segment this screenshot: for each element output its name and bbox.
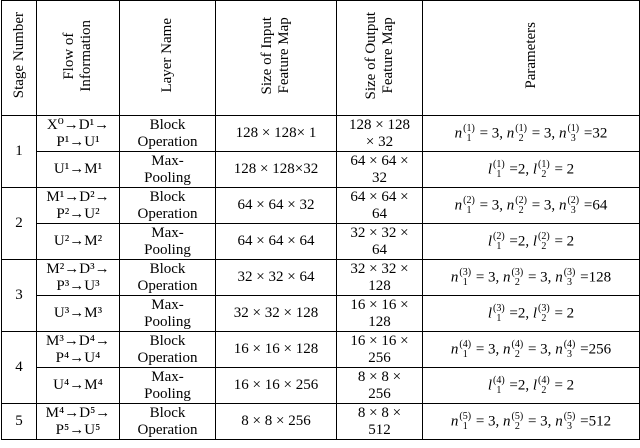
param-symbol: n xyxy=(503,412,511,429)
param-value: = 3, xyxy=(472,412,504,429)
output-size-cell-line: 64 × 64 × xyxy=(350,188,409,205)
param-superscript: (4) xyxy=(538,374,550,386)
layer-name-cell-line: Pooling xyxy=(144,313,191,330)
param-value: = 3, xyxy=(475,196,507,213)
layer-name-cell xyxy=(120,404,216,440)
layer-name-cell-line: Pooling xyxy=(144,241,191,258)
param-value: = 3, xyxy=(524,340,556,357)
param-value: = 2 xyxy=(550,304,575,321)
output-size-cell-line: 32 xyxy=(372,169,387,186)
input-size-cell-line: 128 × 128×32 xyxy=(233,161,319,177)
param-subscript: 1 xyxy=(496,240,502,252)
param-symbol: n xyxy=(506,124,515,141)
param-symbol: n xyxy=(555,268,563,285)
input-size-cell xyxy=(216,260,337,296)
param-symbol: n xyxy=(555,412,563,429)
param-subscript: 2 xyxy=(514,276,520,288)
flow-cell xyxy=(37,368,120,404)
param-index xyxy=(493,232,505,252)
table-row xyxy=(2,332,640,368)
parameters-cell xyxy=(423,116,640,152)
param-index xyxy=(459,268,471,288)
layer-name-cell-line: Max- xyxy=(151,152,184,169)
param-superscript: (2) xyxy=(567,194,580,206)
layer-name-cell-line: Max- xyxy=(151,368,184,385)
layer-name-cell xyxy=(120,332,216,368)
table-row xyxy=(2,404,640,440)
stage-number-cell: 4 xyxy=(2,332,37,404)
param-superscript: (3) xyxy=(459,266,472,278)
param-index xyxy=(538,160,550,180)
layer-name-cell-line: Block xyxy=(149,188,186,205)
param-subscript: 2 xyxy=(514,348,520,360)
flow-cell xyxy=(37,152,120,188)
param-subscript: 1 xyxy=(496,384,502,396)
param-symbol: n xyxy=(558,196,567,213)
param-value: = 2 xyxy=(550,232,575,249)
flow-cell-line: P³→U³ xyxy=(56,277,100,294)
param-value: =2, xyxy=(505,304,533,321)
input-size-cell-line: 16 × 16 × 128 xyxy=(233,341,319,357)
output-size-cell xyxy=(337,152,423,188)
input-size-cell-line: 64 × 64 × 64 xyxy=(237,233,315,249)
param-subscript: 1 xyxy=(496,168,502,180)
flow-cell xyxy=(37,332,120,368)
param-symbol: n xyxy=(450,268,459,285)
output-size-cell xyxy=(337,404,423,440)
parameters-cell xyxy=(423,260,640,296)
param-symbol: n xyxy=(506,196,515,213)
layer-name-cell xyxy=(120,260,216,296)
output-size-cell-line: 16 × 16 × xyxy=(350,296,409,313)
table-row xyxy=(2,368,640,404)
input-size-cell xyxy=(216,116,337,152)
param-index xyxy=(567,124,579,144)
header-layer-name: Layer Name xyxy=(120,1,216,116)
param-superscript: (2) xyxy=(492,230,505,242)
parameters-cell xyxy=(423,296,640,332)
input-size-cell xyxy=(216,188,337,224)
flow-cell xyxy=(37,224,120,260)
output-size-cell xyxy=(337,188,423,224)
param-subscript: 2 xyxy=(541,168,547,180)
param-index xyxy=(564,412,576,432)
output-size-cell-line: 32 × 32 × xyxy=(350,224,409,241)
param-value: = 2 xyxy=(550,376,575,393)
layer-name-cell-line: Operation xyxy=(137,349,198,366)
output-size-cell-line: 128 xyxy=(368,277,391,294)
table-row xyxy=(2,152,640,188)
param-subscript: 3 xyxy=(570,204,576,216)
input-size-cell-line: 8 × 8 × 256 xyxy=(241,413,311,429)
param-symbol: n xyxy=(558,124,567,141)
stage-number-cell: 5 xyxy=(2,404,37,440)
layer-name-cell xyxy=(120,296,216,332)
param-index xyxy=(567,196,579,216)
parameters-cell xyxy=(423,188,640,224)
output-size-cell xyxy=(337,332,423,368)
param-superscript: (1) xyxy=(492,158,505,170)
param-symbol: l xyxy=(487,376,492,393)
param-subscript: 3 xyxy=(570,132,576,144)
table-row xyxy=(2,260,640,296)
architecture-table xyxy=(1,0,640,440)
param-index xyxy=(463,124,475,144)
param-subscript: 3 xyxy=(567,348,573,360)
output-size-cell-line: 64 × 64 × xyxy=(350,152,409,169)
param-value: = 3, xyxy=(527,196,559,213)
flow-cell xyxy=(37,188,120,224)
flow-cell-line: M²→D³→ xyxy=(46,260,110,277)
flow-cell xyxy=(37,116,120,152)
param-subscript: 2 xyxy=(518,204,524,216)
output-size-cell xyxy=(337,116,423,152)
input-size-cell xyxy=(216,368,337,404)
layer-name-cell xyxy=(120,188,216,224)
flow-cell xyxy=(37,404,120,440)
param-subscript: 2 xyxy=(518,132,524,144)
param-subscript: 3 xyxy=(567,420,573,432)
layer-name-cell-line: Max- xyxy=(151,224,184,241)
param-index xyxy=(493,376,505,396)
param-superscript: (4) xyxy=(511,338,524,350)
output-size-cell-line: 128 × 128 xyxy=(349,116,410,133)
param-superscript: (3) xyxy=(492,302,505,314)
param-value: =256 xyxy=(576,340,612,357)
output-size-cell xyxy=(337,296,423,332)
param-index xyxy=(493,304,505,324)
param-value: = 3, xyxy=(472,268,504,285)
param-value: = 3, xyxy=(475,124,507,141)
layer-name-cell-line: Max- xyxy=(151,296,184,313)
input-size-cell-line: 128 × 128× 1 xyxy=(235,125,317,141)
param-symbol: l xyxy=(487,304,492,321)
table-row xyxy=(2,296,640,332)
output-size-cell-line: 64 xyxy=(372,241,387,258)
parameters-cell xyxy=(423,404,640,440)
param-symbol: n xyxy=(450,412,459,429)
param-superscript: (3) xyxy=(511,266,524,278)
header-flow: Flow of Information xyxy=(37,1,120,116)
output-size-cell-line: × 32 xyxy=(365,133,394,150)
flow-cell-line: X⁰→D¹→ xyxy=(46,116,110,133)
param-value: = 3, xyxy=(524,268,556,285)
param-value: =64 xyxy=(580,196,608,213)
param-symbol: l xyxy=(487,160,492,177)
header-input-size: Size of Input Feature Map xyxy=(216,1,337,116)
output-size-cell-line: 256 xyxy=(368,349,391,366)
parameters-cell xyxy=(423,224,640,260)
output-size-cell-line: 128 xyxy=(368,313,391,330)
param-symbol: n xyxy=(503,268,511,285)
table-row xyxy=(2,224,640,260)
output-size-cell xyxy=(337,224,423,260)
layer-name-cell xyxy=(120,368,216,404)
param-value: =2, xyxy=(505,376,533,393)
param-subscript: 2 xyxy=(541,384,547,396)
param-superscript: (4) xyxy=(459,338,472,350)
param-subscript: 1 xyxy=(496,312,502,324)
flow-cell-line: M⁴→D⁵→ xyxy=(45,404,111,421)
param-value: =32 xyxy=(580,124,608,141)
layer-name-cell-line: Operation xyxy=(137,133,198,150)
param-symbol: n xyxy=(450,340,459,357)
flow-cell-line: U²→M² xyxy=(53,233,103,249)
param-superscript: (1) xyxy=(567,122,580,134)
param-value: = 2 xyxy=(550,160,575,177)
layer-name-cell-line: Pooling xyxy=(144,169,191,186)
input-size-cell xyxy=(216,404,337,440)
param-symbol: n xyxy=(555,340,563,357)
stage-number-cell: 2 xyxy=(2,188,37,260)
header-stage-number: Stage Number xyxy=(2,1,37,116)
output-size-cell-line: 512 xyxy=(368,421,391,438)
header-parameters: Parameters xyxy=(423,1,640,116)
table-row xyxy=(2,116,640,152)
param-subscript: 1 xyxy=(462,348,468,360)
parameters-cell xyxy=(423,368,640,404)
param-index xyxy=(463,196,475,216)
stage-number-cell: 3 xyxy=(2,260,37,332)
layer-name-cell xyxy=(120,116,216,152)
flow-cell xyxy=(37,296,120,332)
input-size-cell xyxy=(216,224,337,260)
param-superscript: (2) xyxy=(515,194,527,206)
param-symbol: n xyxy=(454,196,463,213)
param-index xyxy=(512,268,524,288)
param-superscript: (5) xyxy=(459,410,472,422)
param-superscript: (3) xyxy=(538,302,550,314)
param-subscript: 1 xyxy=(462,276,468,288)
param-subscript: 2 xyxy=(541,312,547,324)
param-superscript: (1) xyxy=(463,122,475,134)
param-symbol: l xyxy=(532,376,538,393)
param-superscript: (1) xyxy=(538,158,550,170)
param-value: =2, xyxy=(505,232,533,249)
input-size-cell-line: 64 × 64 × 32 xyxy=(237,197,315,213)
header-row xyxy=(2,1,640,116)
layer-name-cell-line: Block xyxy=(149,116,186,133)
param-subscript: 1 xyxy=(466,204,472,216)
param-subscript: 1 xyxy=(462,420,468,432)
param-index xyxy=(459,412,471,432)
input-size-cell xyxy=(216,332,337,368)
param-symbol: n xyxy=(454,124,463,141)
flow-cell-line: P²→U² xyxy=(56,205,100,222)
param-value: = 3, xyxy=(527,124,559,141)
input-size-cell-line: 16 × 16 × 256 xyxy=(233,377,319,393)
output-size-cell-line: 32 × 32 × xyxy=(350,260,409,277)
param-symbol: l xyxy=(532,232,538,249)
param-superscript: (5) xyxy=(511,410,524,422)
param-index xyxy=(564,340,576,360)
param-value: =512 xyxy=(576,412,612,429)
layer-name-cell-line: Block xyxy=(149,332,186,349)
flow-cell-line: P⁴→U⁴ xyxy=(55,349,101,366)
param-value: = 3, xyxy=(524,412,556,429)
output-size-cell-line: 256 xyxy=(368,385,391,402)
param-superscript: (5) xyxy=(563,410,576,422)
param-index xyxy=(515,196,527,216)
flow-cell-line: M³→D⁴→ xyxy=(46,332,110,349)
stage-number-cell: 1 xyxy=(2,116,37,188)
flow-cell xyxy=(37,260,120,296)
param-superscript: (4) xyxy=(492,374,505,386)
param-index xyxy=(538,376,550,396)
flow-cell-line: U¹→M¹ xyxy=(53,161,103,177)
param-subscript: 2 xyxy=(514,420,520,432)
param-subscript: 3 xyxy=(567,276,573,288)
param-symbol: l xyxy=(532,160,538,177)
input-size-cell xyxy=(216,296,337,332)
param-index xyxy=(564,268,576,288)
flow-cell-line: M¹→D²→ xyxy=(46,188,110,205)
layer-name-cell-line: Block xyxy=(149,404,186,421)
param-index xyxy=(515,124,527,144)
param-value: = 3, xyxy=(472,340,504,357)
layer-name-cell xyxy=(120,224,216,260)
param-index xyxy=(459,340,471,360)
output-size-cell-line: 8 × 8 × xyxy=(357,368,402,385)
input-size-cell xyxy=(216,152,337,188)
output-size-cell-line: 64 xyxy=(372,205,387,222)
table-row xyxy=(2,188,640,224)
input-size-cell-line: 32 × 32 × 128 xyxy=(233,305,319,321)
param-superscript: (1) xyxy=(515,122,527,134)
param-index xyxy=(512,412,524,432)
param-index xyxy=(512,340,524,360)
output-size-cell-line: 8 × 8 × xyxy=(357,404,402,421)
param-index xyxy=(538,232,550,252)
param-index xyxy=(493,160,505,180)
layer-name-cell-line: Operation xyxy=(137,205,198,222)
flow-cell-line: P¹→U¹ xyxy=(56,133,100,150)
param-subscript: 2 xyxy=(541,240,547,252)
layer-name-cell-line: Block xyxy=(149,260,186,277)
param-value: =2, xyxy=(505,160,533,177)
table-body xyxy=(2,116,640,440)
parameters-cell xyxy=(423,332,640,368)
param-symbol: l xyxy=(487,232,492,249)
param-superscript: (2) xyxy=(538,230,550,242)
layer-name-cell xyxy=(120,152,216,188)
output-size-cell xyxy=(337,260,423,296)
output-size-cell xyxy=(337,368,423,404)
flow-cell-line: U³→M³ xyxy=(53,305,103,321)
parameters-cell xyxy=(423,152,640,188)
layer-name-cell-line: Operation xyxy=(137,421,198,438)
input-size-cell-line: 32 × 32 × 64 xyxy=(237,269,315,285)
param-value: =128 xyxy=(576,268,612,285)
param-superscript: (3) xyxy=(563,266,576,278)
param-symbol: n xyxy=(503,340,511,357)
output-size-cell-line: 16 × 16 × xyxy=(350,332,409,349)
param-symbol: l xyxy=(532,304,538,321)
layer-name-cell-line: Pooling xyxy=(144,385,191,402)
header-output-size: Size of Output Feature Map xyxy=(337,1,423,116)
flow-cell-line: P⁵→U⁵ xyxy=(55,421,101,438)
param-index xyxy=(538,304,550,324)
param-superscript: (4) xyxy=(563,338,576,350)
layer-name-cell-line: Operation xyxy=(137,277,198,294)
param-subscript: 1 xyxy=(466,132,472,144)
flow-cell-line: U⁴→M⁴ xyxy=(53,377,103,393)
param-superscript: (2) xyxy=(463,194,475,206)
